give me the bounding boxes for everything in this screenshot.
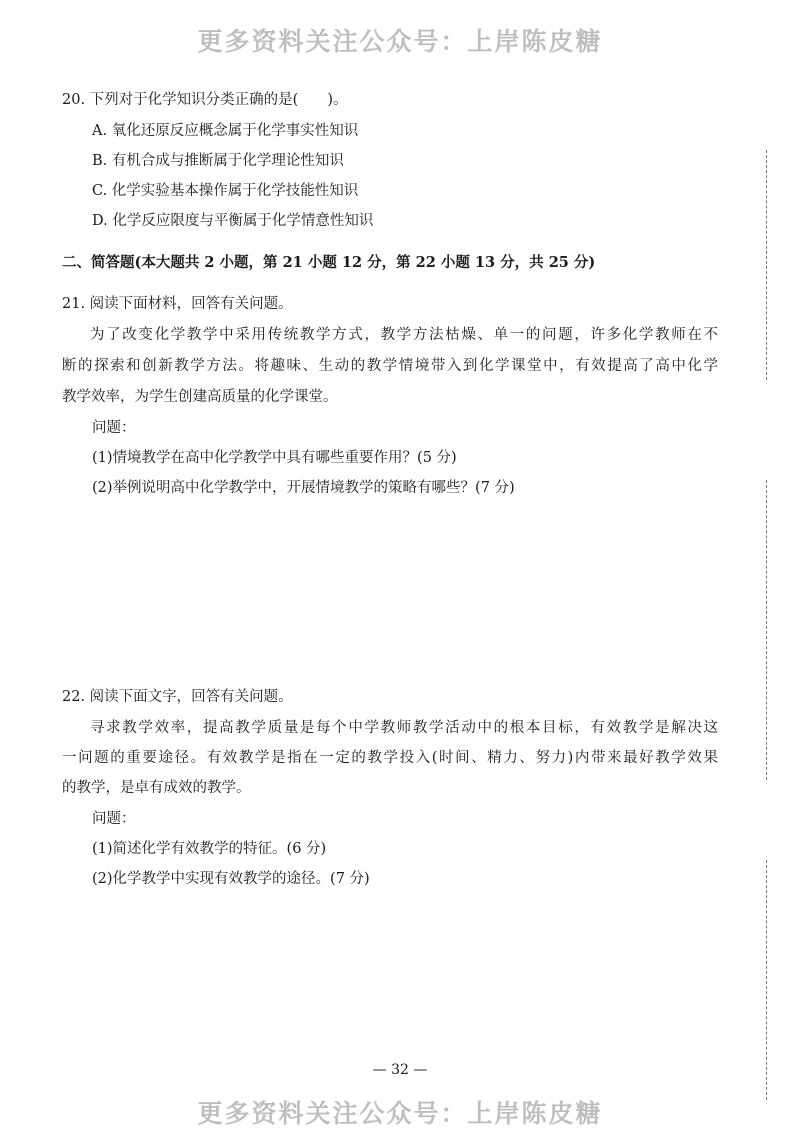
q22-passage-line-3: 的教学，是卓有成效的教学。 (62, 780, 251, 796)
page-number: — 32 — (372, 1062, 428, 1078)
scan-edge-line-3 (766, 860, 767, 1100)
q21-sub-2: (2)举例说明高中化学教学中，开展情境教学的策略有哪些？(7 分) (92, 480, 515, 496)
q22-sub-1: (1)简述化学有效教学的特征。(6 分) (92, 841, 327, 857)
q22-passage-line-1: 寻求教学效率，提高教学质量是每个中学教师教学活动中的根本目标，有效教学是解决这 (90, 720, 718, 736)
q20-option-b: B. 有机合成与推断属于化学理论性知识 (92, 153, 344, 169)
q21-passage-line-2: 断的探索和创新教学方法。将趣味、生动的教学情境带入到化学课堂中，有效提高了高中化学 (62, 358, 718, 374)
q21-passage-line-3: 教学效率，为学生创建高质量的化学课堂。 (62, 389, 338, 405)
watermark-top: 更多资料关注公众号：上岸陈皮糖 (197, 27, 603, 56)
scan-edge-line-2 (766, 480, 767, 780)
scan-edge-line-1 (766, 150, 767, 380)
q21-sub-1: (1)情境教学在高中化学教学中具有哪些重要作用？(5 分) (92, 450, 457, 466)
question-20-stem: 20. 下列对于化学知识分类正确的是( )。 (62, 92, 348, 108)
watermark-bottom: 更多资料关注公众号：上岸陈皮糖 (197, 1099, 603, 1128)
q22-passage-line-2: 一问题的重要途径。有效教学是指在一定的教学投入(时间、精力、努力)内带来最好教学效果 (62, 750, 718, 766)
q20-option-a: A. 氧化还原反应概念属于化学事实性知识 (92, 123, 359, 139)
q21-prompt: 问题： (92, 420, 136, 436)
q20-option-d: D. 化学反应限度与平衡属于化学情意性知识 (92, 213, 374, 229)
q22-sub-2: (2)化学教学中实现有效教学的途径。(7 分) (92, 871, 370, 887)
q21-passage-line-1: 为了改变化学教学中采用传统教学方式，教学方法枯燥、单一的问题，许多化学教师在不 (90, 327, 718, 343)
question-22-stem: 22. 阅读下面文字，回答有关问题。 (62, 689, 293, 705)
question-21-stem: 21. 阅读下面材料，回答有关问题。 (62, 296, 293, 312)
section-2-title: 二、简答题(本大题共 2 小题，第 21 小题 12 分，第 22 小题 13 分，共 25 分) (62, 254, 596, 271)
q20-option-c: C. 化学实验基本操作属于化学技能性知识 (92, 183, 359, 199)
q22-prompt: 问题： (92, 811, 136, 827)
